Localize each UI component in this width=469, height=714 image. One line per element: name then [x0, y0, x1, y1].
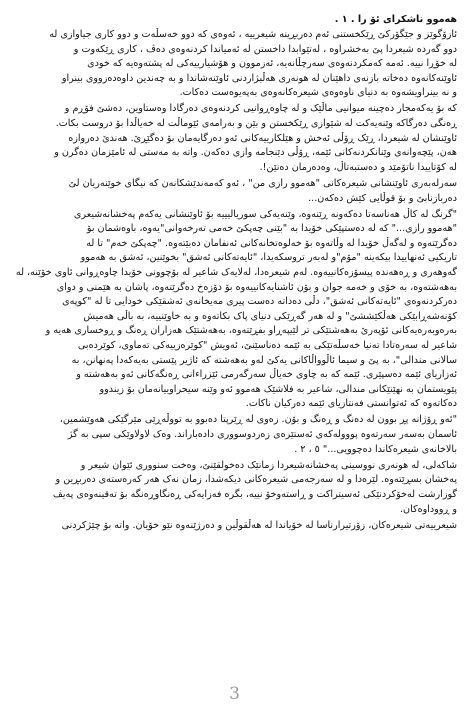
text-line: دەکاتەوە کە ئەتوانستی فەنتازیای ئێمە دەرکیان ناکات.	[245, 398, 457, 410]
text-line: "هەموو رازی..." کە لە دەستپێکی خۆیدا بە "بێنی چەپکێ خەمی تەرخەوانی"یەوە، باوەشمان بۆ	[86, 223, 457, 235]
paragraph-p4	[11, 208, 457, 412]
text-line: "گرنگ لە کاڵ هەناسەتا دەکەونە ڕێنەوە، وێنەیەکی سوریالیییە بۆ ئاوێنشانی یەکەم پەخشانەشیعری	[73, 208, 457, 220]
text-line: شیعرییەتی شیعرەکان، زۆرتیرارناسا لە خۆیاندا لە هەڵقوڵین و دەرژێنەوە نێو خۆیان. واتە بۆ چێژکردنی	[61, 519, 457, 531]
text-line: دەربازنابێ و بۆ قوڵایی کێش دەکەن...	[308, 192, 457, 204]
text-line: کۆنەشەڕابێکی هەڵکێششێ" و لە هەر گەڕێکی دنیای پاک بکاتەوە و بە خاوێنییە، بە باڵی هەمیش	[83, 310, 457, 322]
text-line: ئازۆگوێز و جێگۆرکێ ڕێکخستنی ئەم دەربڕینە شیعرییە ، ئەوەی کە دوو خەسڵەت و دوو کاری جیاوازی لە	[49, 29, 457, 40]
text-line: پەخشان بسڕێتەوە. لێرەدا و لە سەرجەمی شیعرەکانی دیکەشدا، زمان نەک هەر کەرەستەی دەربڕین و	[55, 474, 457, 486]
text-line: گوزارشت لەخۆکردنێکی ئەسیتراکت و ڕاستەوخۆ نییە، بگرە فەزایەکی ڕەنگاوڕەنگە بۆ تەقینەوەی پەیڤ	[52, 488, 457, 500]
paragraph-p7	[11, 519, 457, 534]
text-line: کە بۆ یەکەمجار دەچینە میوانیی ماڵێک و لە چاوەڕوانیی کردنەوەی دەرگادا وەستاوین، دەشێ فۆڕم و	[64, 103, 457, 115]
text-line: ئاسمان بەسەر سەرتەوە پووولەکەی ئەستێرەی زەردوسووری دادەباراند. وەک لاولاوێکی سپی بە گژ	[67, 429, 457, 441]
document-body	[11, 28, 457, 533]
text-line: "ئەو ڕۆژانە پڕ بوون لە دەنگ و ڕەنگ و بۆن. زەوی لە ڕێرپتا دەبوو بە تووڵەڕێی مێرگێکی هەوێشمین،	[59, 414, 457, 426]
text-line: سەرلەبەری ئاوێنشانی شیعرەکانی "هەموو رازی من" ، ئەو کەمەندێشکانەن کە نیگای خوێنەریان لێ	[68, 177, 457, 189]
text-line: بەرەوبەرەیەکانی ئۆپەرێ بەهەشتێکی تر لێیپەڕاو بفڕێتەوە، بەهەشتێک هەزاران ڕەنگ و ڕوخساری هەیە و	[45, 325, 457, 337]
text-line: شاعیر لە سەرەتادا تەنیا خەسڵەتێکی بە ئێمە دەناسێنێ، ئەویش "کوێرەزییەکی تەماوی، کوێردەبی	[77, 339, 457, 351]
text-line: لە کۆتاییدا ناتۆمێد و دەستبەتاڵ، وەدەرمان دەنێن!.	[259, 161, 457, 173]
text-line: ئاوێنەکانەوە دەخاتە بازنەی داهێنان لە هونەری هەڵبژاردنی ئاوێنەشاندا و بە چەندین داوەدەزووی بینراو	[61, 72, 457, 84]
page-number: 3	[229, 684, 240, 704]
paragraph-p1	[11, 28, 457, 101]
text-line: و نە بینراویشەوە بە دنیای ناوەوەی شیعرەکانەوەی بەپەیوەست دەکات.	[179, 87, 457, 99]
paragraph-p3	[11, 177, 457, 206]
text-line: هەن، پێچەوانەی وێنانکردنەکانی ئێمە، ڕۆڵی دێنجامە وازی دەکەن. واتە بە مەستی لە ئامێزمان دەگرن و	[54, 147, 457, 159]
text-line: لە خۆڕا نییە. ئەمە کەمکردنەوەی سەرچڵانەیە، ئەزموون و هۆشیارییەکی لە پشتەوەیە کە خودی	[87, 58, 457, 70]
text-line: ئاوێنشان لە شیعردا، ڕێک ڕۆڵی ئەخش و هێلکارییەکانی ئەو دەرگایەمان بۆ دەگێڕێ. هەندێ دەروازە	[68, 132, 457, 144]
paragraph-p2	[11, 102, 457, 175]
section-title: هەموو ناشکرای ئۆ را . ١ .	[334, 14, 457, 25]
text-line: پێویستمان بە نهێنێکانی مندالی، شاعیر بە فلاشێک هەموو ئەو وێنە سیحراوییانەمان بۆ زیندوو	[99, 383, 457, 395]
text-line: شاکەلی، لە هونەری نووسینی پەخشانەشیعردا زمانێک دەخولقێنێ، وەخت سنووری ئێوان شیعر و	[80, 459, 457, 471]
text-line: بەهەشتەوە، بە خۆی و خەمە جوان و بۆن ئاشنایەکانییەوە بۆ دۆزەخ دەگرێتەوە، پاشان بە هێمنی و دوای	[56, 281, 457, 293]
text-line: بالاخانەی شیعرەکاندا دەچوویی..." ٥ ، ٢ .	[294, 443, 457, 455]
text-line: دوو گەردە شیعردا پێ بەخشراوە ، لەتێوابدا داخستن لە ئەمیاندا کردنەوەی دەڤ ، کاری ڕێکەوت و	[73, 43, 457, 55]
paragraph-p5	[11, 413, 457, 457]
text-line: ئەزاریای ئێمە دەسپێری. ئێمە کە بە چاوی خەیاڵ سەرگەرمی ئێزراءانی ڕەنگەکانی ئەو بەهەشتە و	[76, 369, 457, 381]
text-line: و ڕووداوەکان.	[400, 503, 457, 515]
text-line: دەگرێتەوە و لەگەڵ خۆیدا لە وڵاتەوە بۆ خەلوەتخانەکانی ئەنفامان دەبێتەوە. "چەپکێ خەم" تا لە	[86, 237, 457, 249]
text-line: گەوهەری و ڕەهەندە پیسۆزەکانییەوە. لەم شیعرەدا، لەلایەک شاعیر لە بۆچوونی خۆیدا چاوەڕوانی ئاوی خۆێنە، لە	[15, 267, 457, 278]
text-line: تاریکیی ئەنهاییدا بیکەینە "مۆم"و لەبەر تروسکەیدا، "ئایەتەکانی ئەشق" بخوێنین، ئەشق بە هەموو	[80, 252, 457, 264]
text-line: سالانی مندالی"، بە پێ و سیما ئاڵوواڵاکانی یەکێ لەو بەهەشتە کە ئاژیر پێستی بەیەکەدا پەنهانن، بە	[71, 354, 457, 366]
text-line: ڕەنگی دەرگاکە وێنەیەکت لە شێوازی ڕێکخستن و بێن و بەرامەی ئێوماڵت لە خەیاڵدا بۆ دروست بکات.	[55, 118, 457, 130]
paragraph-p6	[11, 459, 457, 517]
text-line: دەرکردنەوەی "ئایەتەکانی ئەشق"، دڵی دەداتە دەست پیری مەیخانەی ئەشقێکی خودایی تا لە "کوپەی	[62, 296, 457, 308]
